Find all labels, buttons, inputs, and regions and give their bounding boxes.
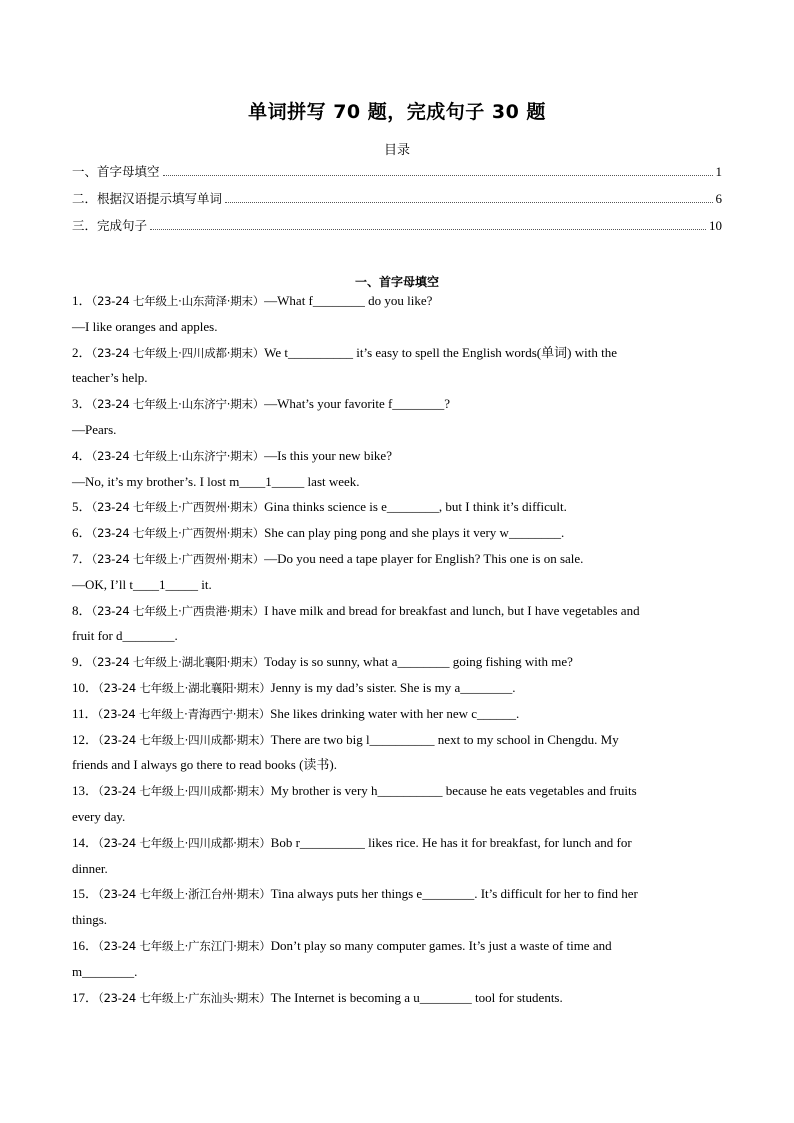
question-text: Tina always puts her things e________. It’s difficult for her to find her <box>270 886 638 902</box>
document-title: 单词拼写 70 题，完成句子 30 题 <box>248 101 546 123</box>
question-text: Jenny is my dad’s sister. She is my a________. <box>270 679 516 695</box>
question-source: （23-24 七年级上·广西贵港·期末） <box>91 603 265 618</box>
toc-item-page: 10 <box>709 218 722 233</box>
question-text: —Is this your new bike? <box>264 447 392 463</box>
question-number: 8． <box>72 602 92 618</box>
question-number: 16． <box>72 937 99 953</box>
question-number: 15． <box>72 886 99 902</box>
question-source: （23-24 七年级上·广西贺州·期末） <box>91 500 265 515</box>
question-text: She likes drinking water with her new c______. <box>270 705 520 721</box>
question-line <box>72 598 722 624</box>
toc-item[interactable] <box>72 189 722 216</box>
question-text: —I like oranges and apples. <box>72 318 218 334</box>
question-source: （23-24 七年级上·湖北襄阳·期末） <box>98 680 271 695</box>
question-number: 10． <box>72 679 99 695</box>
question-line <box>72 933 722 959</box>
question-text: teacher’s help. <box>72 370 148 386</box>
question-line <box>72 907 722 933</box>
question-source: （23-24 七年级上·山东菏泽·期末） <box>91 294 265 308</box>
question-line <box>72 314 722 340</box>
toc-heading: 目录 <box>383 143 410 158</box>
question-text: My brother is very h__________ because he eats vegetables and fruits <box>270 783 637 799</box>
toc-item-label: 二．根据汉语提示填写单词 <box>72 191 223 206</box>
question-text: Don’t play so many computer games. It’s just a waste of time and <box>270 937 612 953</box>
question-source: （23-24 七年级上·广西贺州·期末） <box>91 526 265 541</box>
question-text: There are two big l__________ next to my school in Chengdu. My <box>270 731 619 747</box>
question-text: things. <box>72 912 108 928</box>
section-heading: 一、首字母填空 <box>354 275 439 289</box>
question-source: （23-24 七年级上·青海西宁·期末） <box>97 706 271 721</box>
question-number: 11． <box>72 705 98 721</box>
question-text: fruit for d________. <box>72 628 178 644</box>
question-text: —What f________ do you like? <box>264 293 433 308</box>
question-text: Bob r__________ likes rice. He has it for breakfast, for lunch and for <box>270 834 632 850</box>
question-text: every day. <box>72 808 126 824</box>
question-source: （23-24 七年级上·广东汕头·期末） <box>98 990 271 1005</box>
question-line <box>72 391 722 417</box>
question-text: —Pears. <box>72 421 117 437</box>
question-number: 1． <box>72 293 92 308</box>
toc-item-page: 6 <box>715 191 722 206</box>
toc-item-label: 三．完成句子 <box>72 218 148 233</box>
question-number: 2． <box>72 344 92 360</box>
question-number: 7． <box>72 550 92 566</box>
question-text: The Internet is becoming a u________ tool for students. <box>270 989 563 1005</box>
question-line <box>72 959 722 985</box>
question-text: —What’s your favorite f________? <box>264 396 451 412</box>
question-source: （23-24 七年级上·山东济宁·期末） <box>91 448 265 463</box>
question-line <box>72 856 722 882</box>
question-source: （23-24 七年级上·广西贺州·期末） <box>91 551 265 566</box>
question-text: Today is so sunny, what a________ going fishing with me? <box>264 654 573 670</box>
question-line <box>72 752 722 778</box>
question-text: —Do you need a tape player for English? This one is on sale. <box>264 550 584 566</box>
toc-item-page: 1 <box>715 164 722 179</box>
question-line <box>72 572 722 598</box>
question-line <box>72 881 722 907</box>
question-source: （23-24 七年级上·浙江台州·期末） <box>98 887 271 902</box>
question-line <box>72 469 722 495</box>
question-source: （23-24 七年级上·四川成都·期末） <box>98 732 271 747</box>
toc-leader-dots <box>150 228 706 230</box>
question-line <box>72 830 722 856</box>
question-line <box>72 443 722 469</box>
question-text: m________. <box>72 963 138 979</box>
question-source: （23-24 七年级上·四川成都·期末） <box>98 784 271 799</box>
question-line <box>72 417 722 443</box>
toc-item-label: 一、首字母填空 <box>72 164 160 179</box>
question-line <box>72 985 722 1011</box>
question-line <box>72 778 722 804</box>
question-text: friends and I always go there to read books (读书). <box>72 757 337 773</box>
table-of-contents <box>72 162 722 243</box>
question-text: We t__________ it’s easy to spell the English words(单词) with the <box>264 344 617 360</box>
question-line <box>72 494 722 520</box>
question-line <box>72 649 722 675</box>
toc-item[interactable] <box>72 162 722 189</box>
question-number: 5． <box>72 499 92 515</box>
question-text: Gina thinks science is e________, but I think it’s difficult. <box>264 499 567 515</box>
question-line <box>72 727 722 753</box>
question-text: —No, it’s my brother’s. I lost m____1_____ last week. <box>72 473 360 489</box>
question-text: dinner. <box>72 860 108 876</box>
question-line <box>72 340 722 366</box>
question-line <box>72 288 722 314</box>
question-line <box>72 546 722 572</box>
question-source: （23-24 七年级上·湖北襄阳·期末） <box>91 655 265 670</box>
question-text: —OK, I’ll t____1_____ it. <box>72 576 212 592</box>
question-number: 9． <box>72 654 92 670</box>
toc-leader-dots <box>163 174 713 176</box>
toc-leader-dots <box>225 201 712 203</box>
question-line <box>72 675 722 701</box>
question-list <box>72 288 722 1010</box>
question-line <box>72 804 722 830</box>
question-line <box>72 623 722 649</box>
question-number: 13． <box>72 783 99 799</box>
question-source: （23-24 七年级上·广东江门·期末） <box>98 938 271 953</box>
question-line <box>72 520 722 546</box>
question-source: （23-24 七年级上·山东济宁·期末） <box>91 397 265 412</box>
question-number: 6． <box>72 525 92 541</box>
question-number: 3． <box>72 396 92 412</box>
question-number: 12． <box>72 731 99 747</box>
question-text: I have milk and bread for breakfast and lunch, but I have vegetables and <box>264 602 640 618</box>
toc-item[interactable] <box>72 216 722 243</box>
question-number: 14． <box>72 834 99 850</box>
question-line <box>72 365 722 391</box>
question-line <box>72 701 722 727</box>
question-source: （23-24 七年级上·四川成都·期末） <box>98 835 271 850</box>
question-number: 4． <box>72 447 92 463</box>
question-source: （23-24 七年级上·四川成都·期末） <box>91 345 265 360</box>
question-text: She can play ping pong and she plays it very w________. <box>264 525 565 541</box>
question-number: 17． <box>72 989 99 1005</box>
